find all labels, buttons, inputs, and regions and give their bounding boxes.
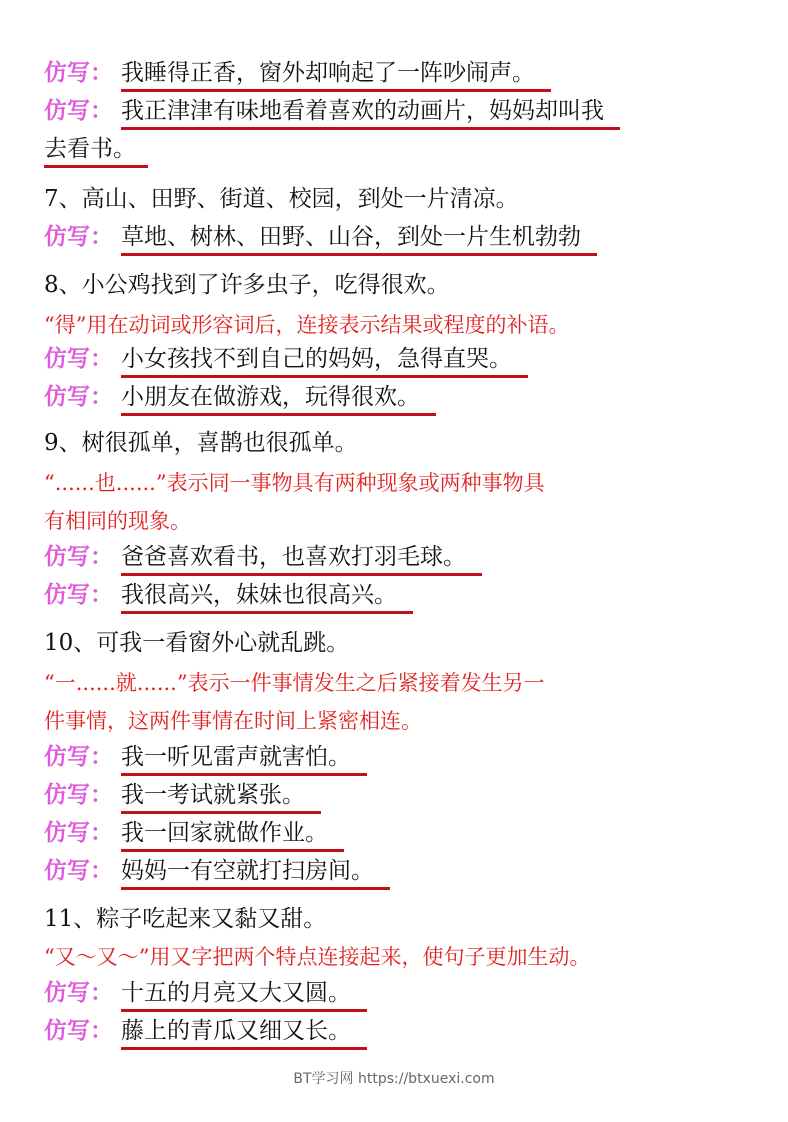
imitation-answer: 我一听见雷声就害怕。 xyxy=(121,742,367,776)
grammar-note: “又～又～”用又字把两个特点连接起来，使句子更加生动。 xyxy=(44,945,591,969)
imitation-answer: 去看书。 xyxy=(44,134,148,168)
grammar-note: “一......就......”表示一件事情发生之后紧接着发生另一 xyxy=(44,671,545,695)
imitation-line xyxy=(44,818,344,852)
imitation-label: 仿写： xyxy=(44,345,113,372)
imitation-label: 仿写： xyxy=(44,97,113,124)
imitation-answer: 妈妈一有空就打扫房间。 xyxy=(121,856,390,890)
example-sentence: 7、高山、田野、街道、校园，到处一片清凉。 xyxy=(44,186,519,212)
example-sentence: 10、可我一看窗外心就乱跳。 xyxy=(44,630,350,656)
imitation-answer: 我正津津有味地看着喜欢的动画片，妈妈却叫我 xyxy=(121,96,620,130)
imitation-label: 仿写： xyxy=(44,59,113,86)
imitation-answer: 爸爸喜欢看书，也喜欢打羽毛球。 xyxy=(121,542,482,576)
imitation-label: 仿写： xyxy=(44,223,113,250)
imitation-label: 仿写： xyxy=(44,781,113,808)
example-sentence: 11、粽子吃起来又黏又甜。 xyxy=(44,906,327,932)
imitation-line xyxy=(44,780,321,814)
imitation-line xyxy=(44,96,620,130)
example-sentence: 8、小公鸡找到了许多虫子，吃得很欢。 xyxy=(44,272,450,298)
example-sentence: 9、树很孤单，喜鹊也很孤单。 xyxy=(44,430,358,456)
imitation-line-continued xyxy=(44,134,148,168)
imitation-line xyxy=(44,58,551,92)
imitation-answer: 藤上的青瓜又细又长。 xyxy=(121,1016,367,1050)
imitation-answer: 我睡得正香，窗外却响起了一阵吵闹声。 xyxy=(121,58,551,92)
imitation-label: 仿写： xyxy=(44,819,113,846)
imitation-label: 仿写： xyxy=(44,1017,113,1044)
grammar-note: “得”用在动词或形容词后，连接表示结果或程度的补语。 xyxy=(44,313,570,337)
imitation-label: 仿写： xyxy=(44,979,113,1006)
imitation-label: 仿写： xyxy=(44,581,113,608)
imitation-label: 仿写： xyxy=(44,543,113,570)
imitation-line xyxy=(44,742,367,776)
footer-watermark: BT学习网 https://btxuexi.com xyxy=(293,1071,495,1087)
imitation-line xyxy=(44,856,390,890)
imitation-answer: 十五的月亮又大又圆。 xyxy=(121,978,367,1012)
imitation-line xyxy=(44,978,367,1012)
imitation-answer: 小女孩找不到自己的妈妈，急得直哭。 xyxy=(121,344,528,378)
imitation-line xyxy=(44,542,482,576)
grammar-note: 有相同的现象。 xyxy=(44,509,191,533)
imitation-answer: 草地、树林、田野、山谷，到处一片生机勃勃 xyxy=(121,222,597,256)
imitation-answer: 我很高兴，妹妹也很高兴。 xyxy=(121,580,413,614)
grammar-note: 件事情，这两件事情在时间上紧密相连。 xyxy=(44,709,422,733)
imitation-line xyxy=(44,580,413,614)
imitation-line xyxy=(44,382,436,416)
imitation-line xyxy=(44,222,597,256)
imitation-answer: 我一考试就紧张。 xyxy=(121,780,321,814)
imitation-label: 仿写： xyxy=(44,383,113,410)
grammar-note: “......也......”表示同一事物具有两种现象或两种事物具 xyxy=(44,471,545,495)
imitation-label: 仿写： xyxy=(44,743,113,770)
imitation-line xyxy=(44,344,528,378)
imitation-answer: 小朋友在做游戏，玩得很欢。 xyxy=(121,382,436,416)
imitation-label: 仿写： xyxy=(44,857,113,884)
imitation-answer: 我一回家就做作业。 xyxy=(121,818,344,852)
imitation-line xyxy=(44,1016,367,1050)
